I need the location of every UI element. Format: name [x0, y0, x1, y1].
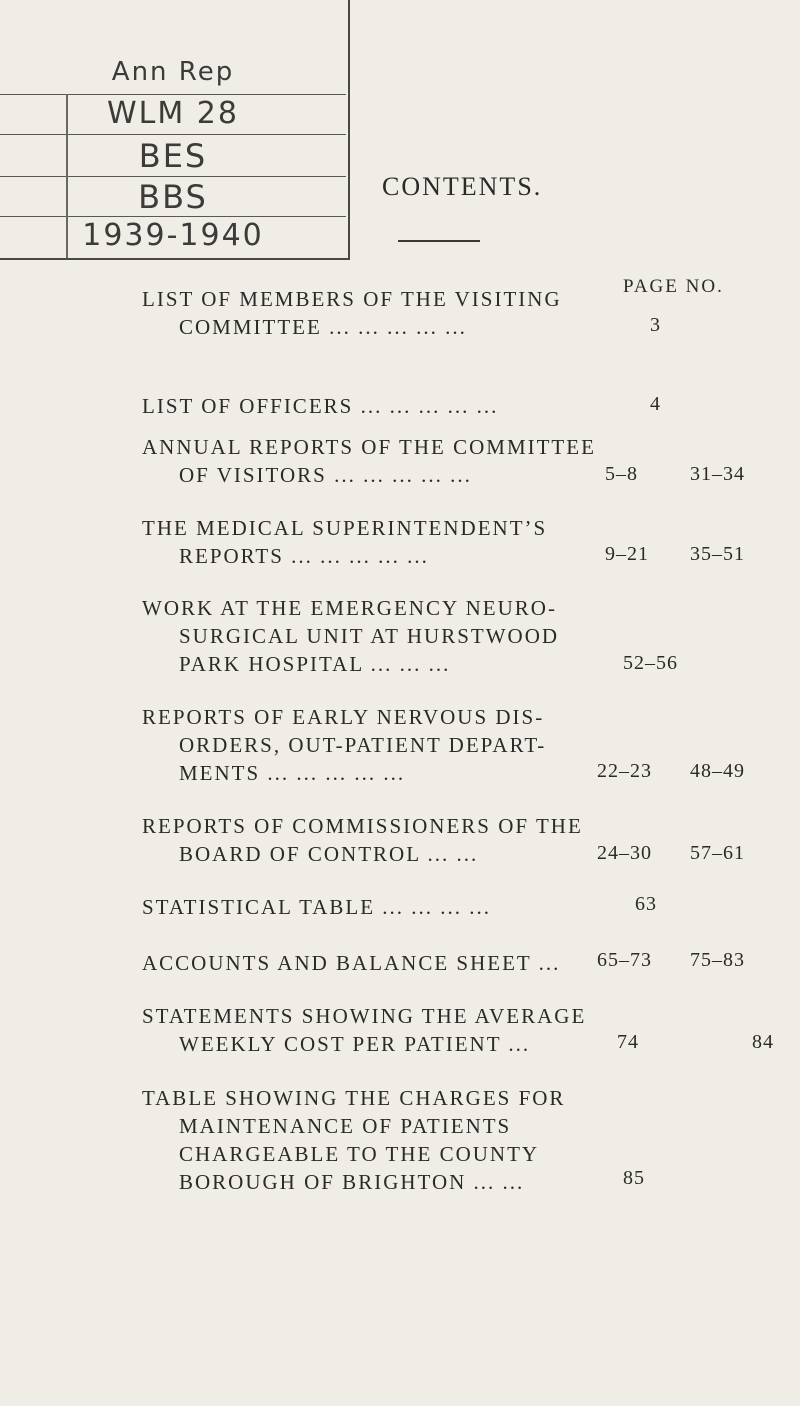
page-number: 5–8: [605, 463, 638, 485]
page-number: 75–83: [690, 949, 745, 971]
label-line: Ann Rep: [0, 44, 346, 95]
entry-line: REPORTS ... ... ... ... ...: [179, 544, 429, 568]
entry-line: ACCOUNTS AND BALANCE SHEET ...: [142, 951, 561, 975]
page-number: 85: [623, 1167, 645, 1189]
page-number: 35–51: [690, 543, 745, 565]
page-number: 9–21: [605, 543, 649, 565]
entry-line: THE MEDICAL SUPERINTENDENT’S: [142, 516, 548, 540]
entry-line: SURGICAL UNIT AT HURSTWOOD: [179, 624, 560, 648]
page-number: 3: [650, 314, 661, 336]
label-line: BBS: [0, 176, 346, 217]
entry-line: PARK HOSPITAL ... ... ...: [179, 652, 451, 676]
entry-line: COMMITTEE ... ... ... ... ...: [179, 315, 467, 339]
contents-entry: [142, 703, 782, 787]
contents-entry: [142, 949, 782, 977]
contents-entry: [142, 392, 782, 420]
entry-line: LIST OF OFFICERS ... ... ... ... ...: [142, 394, 499, 418]
entry-line: OF VISITORS ... ... ... ... ...: [179, 463, 472, 487]
contents-entry: [142, 594, 782, 678]
contents-entry: [142, 893, 782, 921]
label-line: 1939-1940: [82, 218, 264, 253]
entry-line: CHARGEABLE TO THE COUNTY: [179, 1142, 540, 1166]
page-number: 48–49: [690, 760, 745, 782]
entry-line: ANNUAL REPORTS OF THE COMMITTEE: [142, 435, 596, 459]
page-number: 31–34: [690, 463, 745, 485]
entry-line: LIST OF MEMBERS OF THE VISITING: [142, 287, 562, 311]
entry-line: ORDERS, OUT-PATIENT DEPART-: [179, 733, 547, 757]
label-line: WLM 28: [0, 94, 346, 135]
page-number-header: PAGE NO.: [623, 276, 724, 297]
page-title: CONTENTS.: [382, 172, 543, 201]
contents-entry: [142, 285, 782, 341]
entry-line: BOARD OF CONTROL ... ...: [179, 842, 479, 866]
contents-entry: [142, 514, 782, 570]
contents-entry: [142, 433, 782, 489]
page-number: 22–23: [597, 760, 652, 782]
entry-line: WEEKLY COST PER PATIENT ...: [179, 1032, 531, 1056]
contents-entry: [142, 1084, 782, 1196]
entry-line: REPORTS OF EARLY NERVOUS DIS-: [142, 705, 545, 729]
entry-line: STATEMENTS SHOWING THE AVERAGE: [142, 1004, 587, 1028]
label-line: BES: [0, 134, 346, 177]
entry-line: MENTS ... ... ... ... ...: [179, 761, 406, 785]
page-number: 57–61: [690, 842, 745, 864]
title-underline: [398, 240, 480, 242]
page-number: 52–56: [623, 652, 678, 674]
entry-line: REPORTS OF COMMISSIONERS OF THE: [142, 814, 583, 838]
entry-line: MAINTENANCE OF PATIENTS: [179, 1114, 512, 1138]
page-number: 63: [635, 893, 657, 915]
contents-entry: [142, 812, 782, 868]
page-number: 24–30: [597, 842, 652, 864]
entry-line: WORK AT THE EMERGENCY NEURO-: [142, 596, 557, 620]
label-divider: [66, 94, 68, 258]
page-number: 4: [650, 393, 661, 415]
contents-entry: [142, 1002, 782, 1058]
entry-line: BOROUGH OF BRIGHTON ... ...: [179, 1170, 525, 1194]
library-label: [0, 0, 350, 260]
page-number: 74: [617, 1031, 639, 1053]
page-number: 84: [752, 1031, 774, 1053]
entry-line: TABLE SHOWING THE CHARGES FOR: [142, 1086, 566, 1110]
page-number: 65–73: [597, 949, 652, 971]
entry-line: STATISTICAL TABLE ... ... ... ...: [142, 895, 492, 919]
